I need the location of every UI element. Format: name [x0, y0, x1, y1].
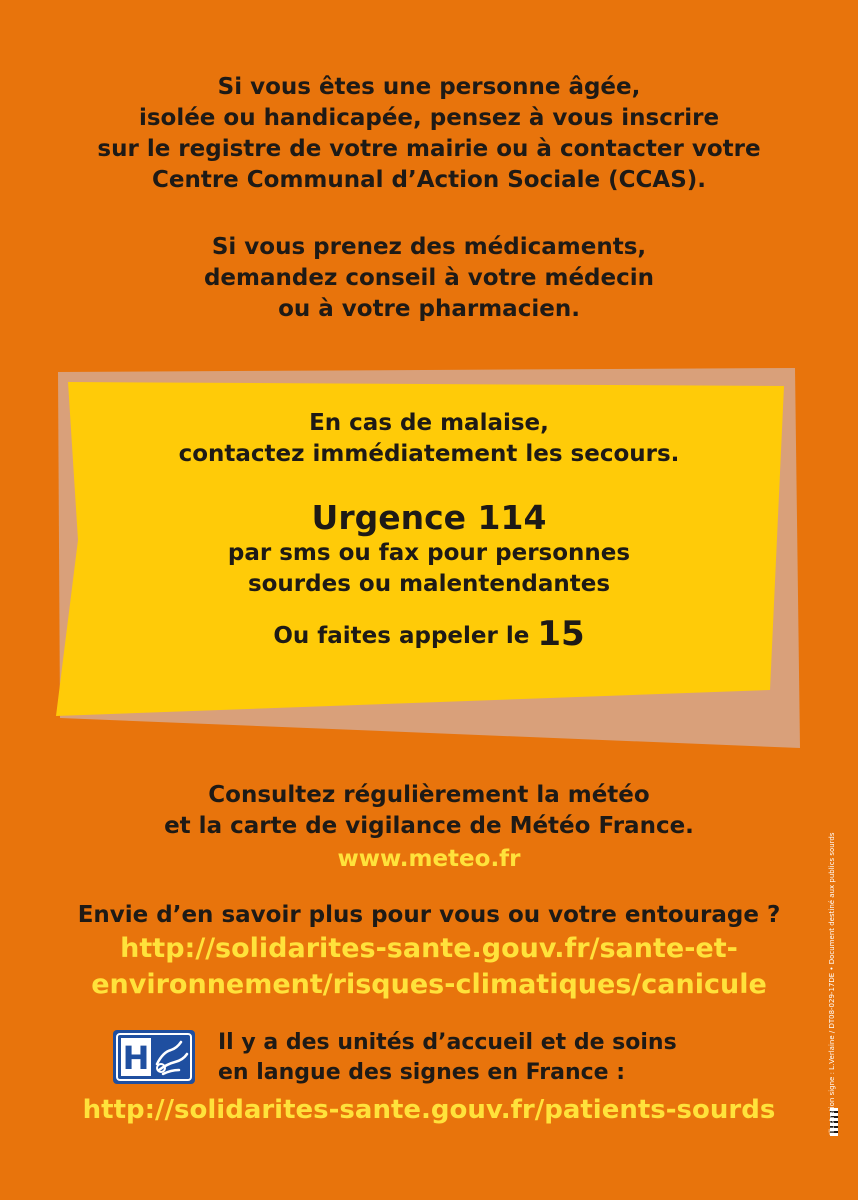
registry-line: sur le registre de votre mairie ou à contacter votre	[97, 136, 761, 162]
emergency-call-number: 15	[537, 614, 585, 654]
more-info-paragraph	[0, 900, 858, 1003]
credits-text: Illustration signe : L.Verlaine / DT08-029-17DE • Document destiné aux publics sourds	[828, 832, 836, 1135]
registry-line: isolée ou handicapée, pensez à vous inscrire	[138, 105, 720, 131]
patients-sourds-link[interactable]: http://solidarites-sante.gouv.fr/patients-sourds	[82, 1095, 776, 1125]
svg-text:H: H	[122, 1039, 150, 1077]
emergency-call-prefix: Ou faites appeler le	[273, 623, 530, 649]
weather-paragraph	[0, 780, 858, 876]
canicule-link-line: http://solidarites-sante.gouv.fr/sante-et-	[120, 933, 738, 964]
emergency-intro-line: contactez immédiatement les secours.	[178, 441, 680, 467]
emergency-intro-line: En cas de malaise,	[309, 410, 549, 436]
hospital-sign-language-icon	[113, 1030, 195, 1084]
emergency-call-line	[0, 616, 858, 654]
more-info-question: Envie d’en savoir plus pour vous ou votre entourage ?	[77, 902, 781, 928]
sign-language-line: Il y a des unités d’accueil et de soins	[218, 1030, 677, 1055]
emergency-sub-line: sourdes ou malentendantes	[247, 571, 611, 597]
registry-line: Si vous êtes une personne âgée,	[217, 74, 641, 100]
meteo-link[interactable]: www.meteo.fr	[337, 846, 521, 872]
weather-line: Consultez régulièrement la météo	[208, 782, 650, 808]
weather-line: et la carte de vigilance de Météo France.	[164, 813, 694, 839]
emergency-title: Urgence 114	[311, 498, 547, 537]
canicule-link-line: environnement/risques-climatiques/canicule	[91, 969, 767, 1000]
sign-language-line: en langue des signes en France :	[218, 1060, 626, 1085]
registry-line: Centre Communal d’Action Sociale (CCAS).	[151, 167, 707, 193]
emergency-block	[0, 408, 858, 654]
sign-language-paragraph	[218, 1028, 677, 1088]
canicule-link[interactable]	[0, 931, 858, 1003]
emergency-sub-line: par sms ou fax pour personnes	[227, 540, 631, 566]
medication-line: demandez conseil à votre médecin	[203, 265, 655, 291]
medication-line: ou à votre pharmacien.	[278, 296, 580, 322]
medication-line: Si vous prenez des médicaments,	[211, 234, 647, 260]
